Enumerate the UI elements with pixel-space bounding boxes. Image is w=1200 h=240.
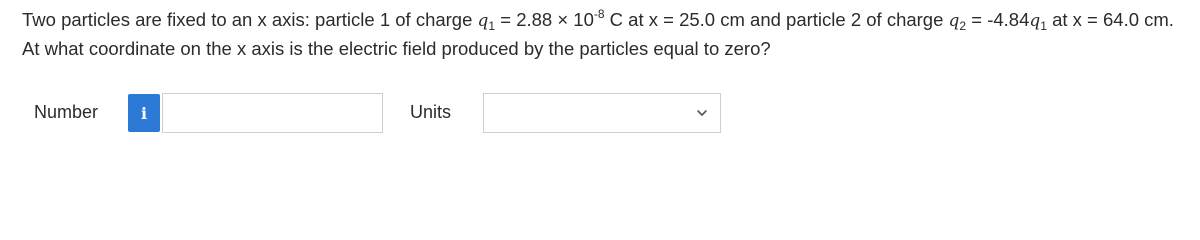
question-segment: at x = 64.0 cm. At what coordinate on the x axis is the electric field produced by the particles equal to zero?	[22, 9, 1174, 59]
q2-symbol: q	[948, 11, 960, 31]
q1-symbol: q	[1029, 11, 1041, 31]
question-segment: = 2.88 × 10	[495, 9, 594, 30]
exponent: -8	[593, 7, 605, 21]
units-label: Units	[410, 102, 452, 122]
answer-row	[0, 92, 1200, 135]
q2-subscript: 2	[959, 19, 967, 33]
chevron-down-icon	[696, 107, 708, 119]
number-input[interactable]	[162, 93, 383, 133]
units-select[interactable]	[483, 93, 721, 133]
info-icon: i	[140, 103, 148, 123]
question-segment: Two particles are fixed to an x axis: particle 1 of charge	[22, 9, 478, 30]
q1-subscript: 1	[488, 19, 496, 33]
question-text	[22, 6, 1192, 63]
q1-symbol: q	[477, 11, 489, 31]
number-label: Number	[34, 102, 99, 122]
question-segment: C at x = 25.0 cm and particle 2 of charge	[604, 9, 949, 30]
info-button[interactable]	[128, 94, 160, 132]
question-segment: = -4.84	[966, 9, 1030, 30]
q1-subscript: 1	[1040, 19, 1047, 33]
